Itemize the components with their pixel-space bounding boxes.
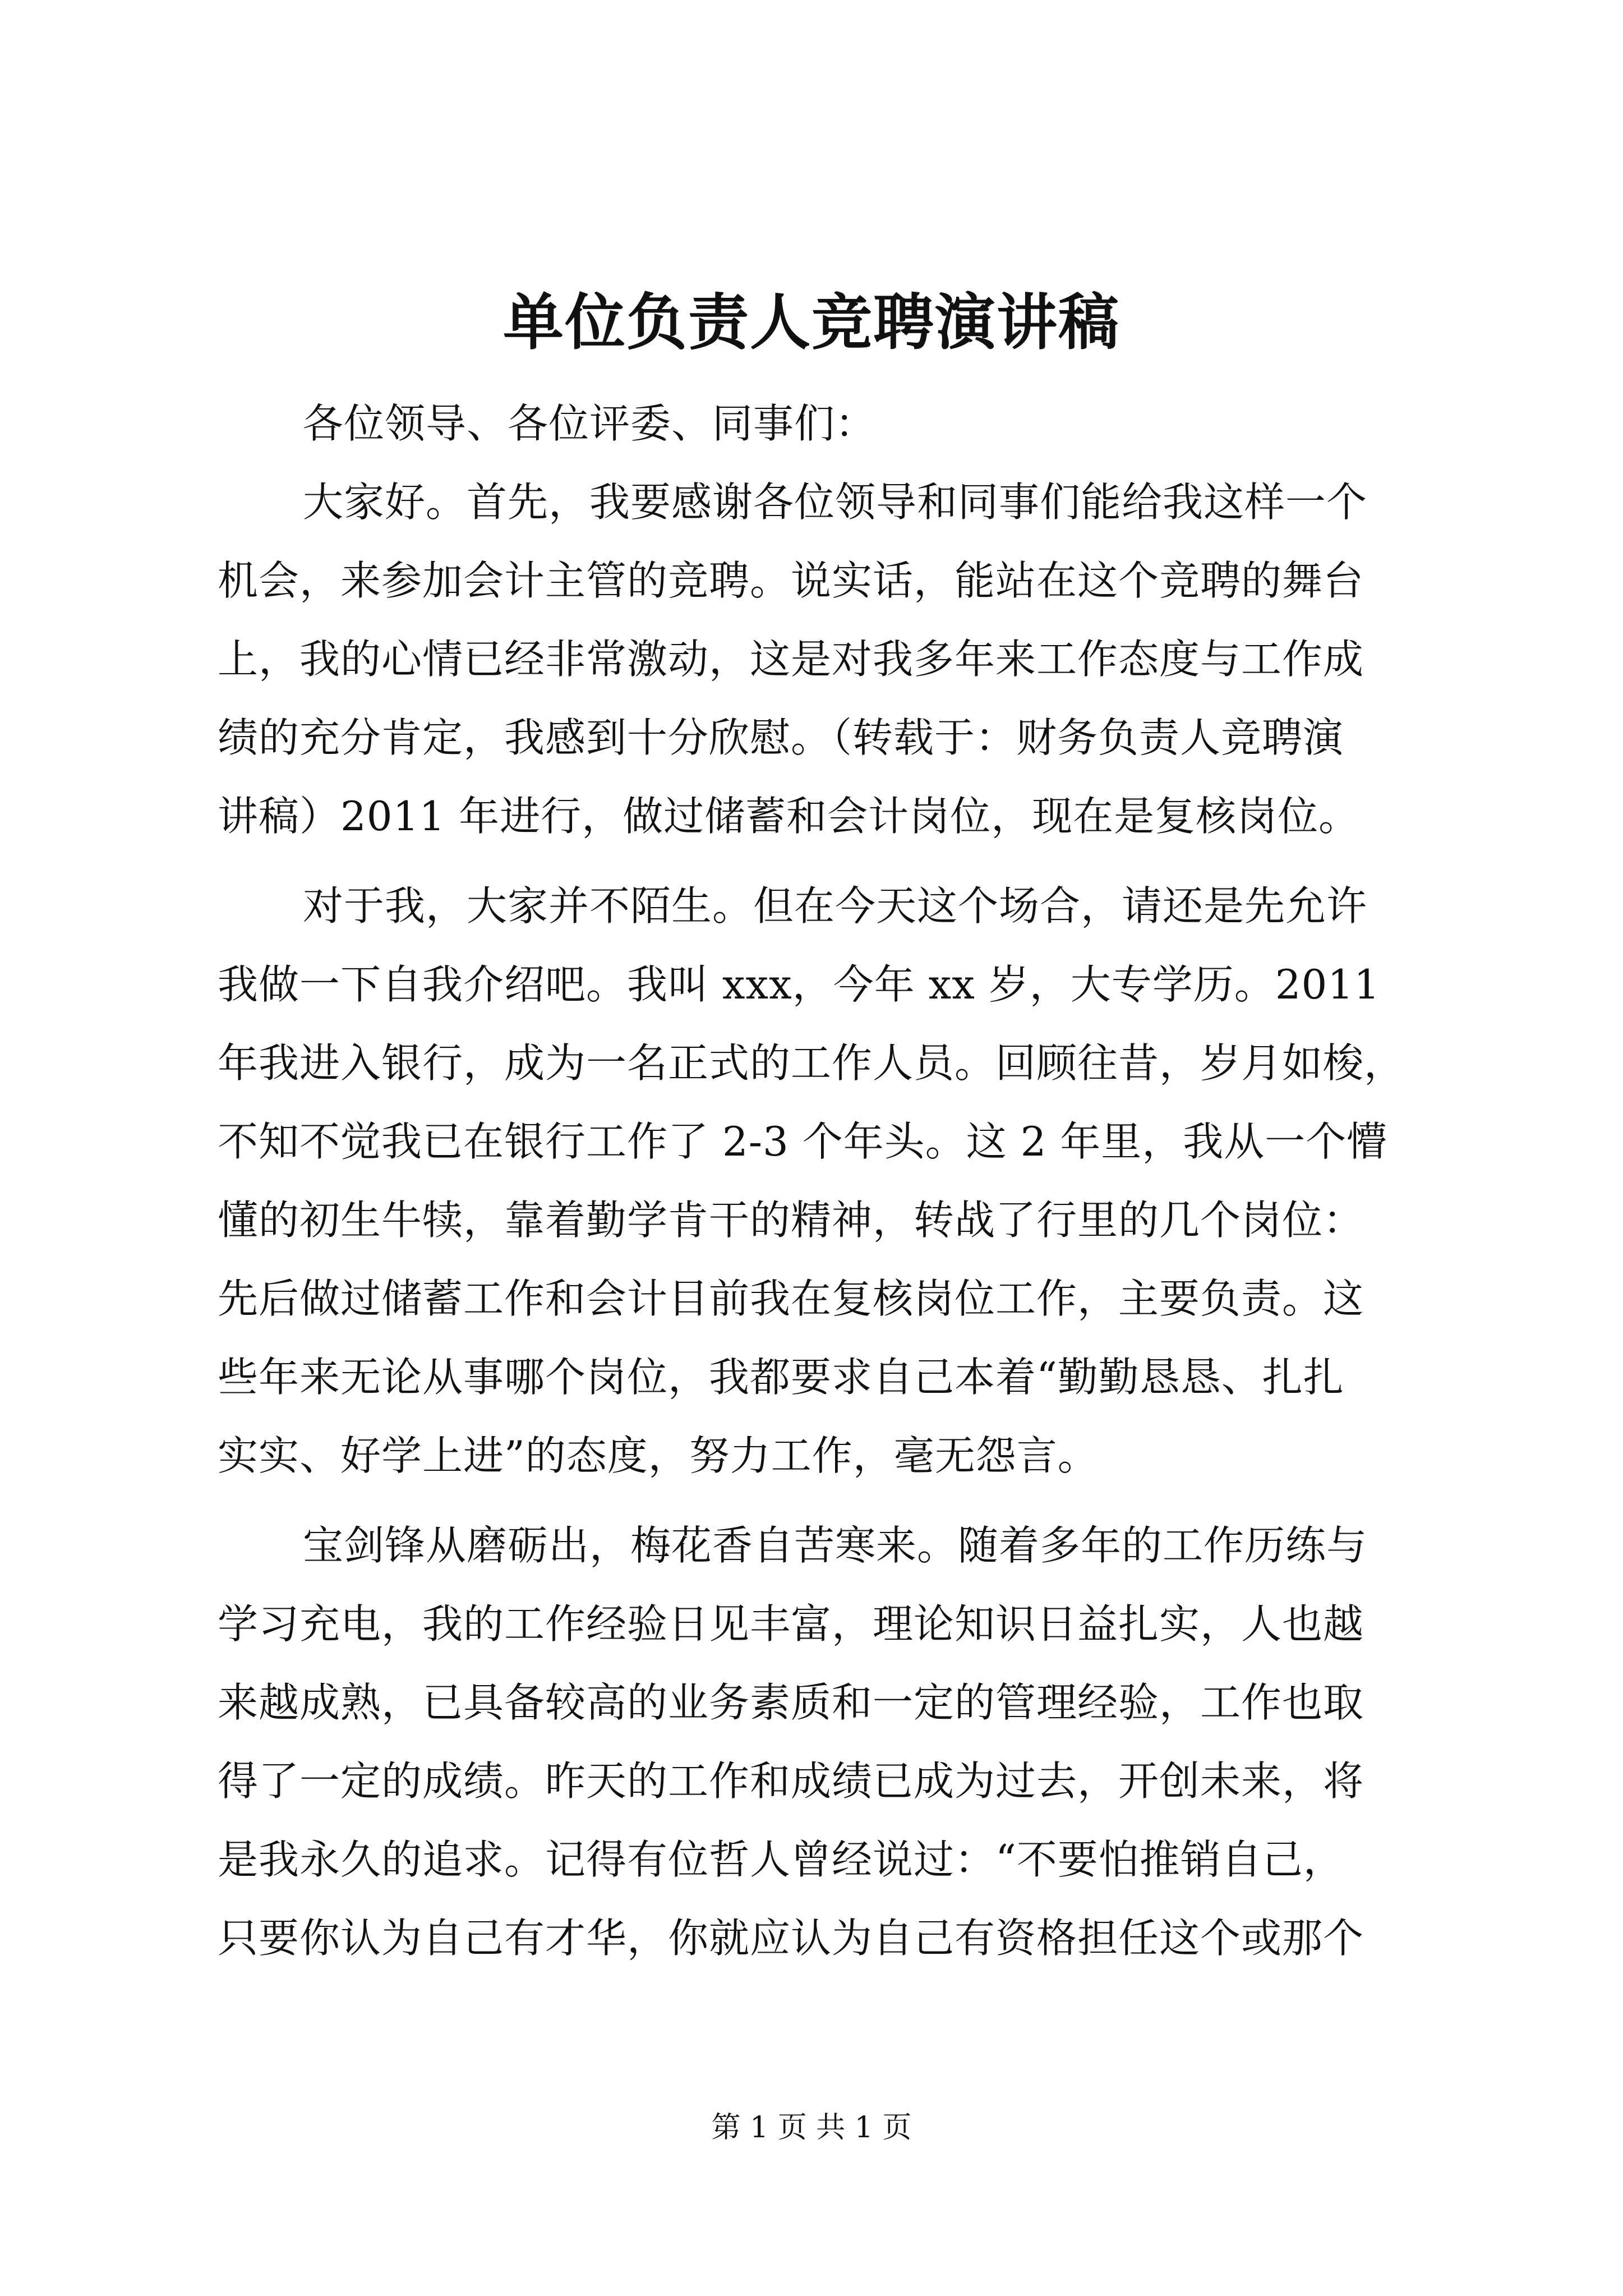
body-line: 大家好。首先，我要感谢各位领导和同事们能给我这样一个 [303,478,1368,526]
body-line: 我做一下自我介绍吧。我叫 xxx，今年 xx 岁，大专学历。2011 [218,961,1380,1008]
body-line: 实实、好学上进”的态度，努力工作，毫无怨言。 [218,1432,1099,1479]
body-line: 是我永久的追求。记得有位哲人曾经说过：“不要怕推销自己， [218,1836,1344,1883]
document-title: 单位负责人竞聘演讲稿 [502,287,1120,358]
body-line: 绩的充分肯定，我感到十分欣慰。（转载于：财务负责人竞聘演 [218,714,1344,761]
body-line: 学习充电，我的工作经验日见丰富，理论知识日益扎实，人也越 [218,1600,1364,1648]
body-line: 只要你认为自己有才华，你就应认为自己有资格担任这个或那个 [218,1915,1364,1962]
body-line: 不知不觉我已在银行工作了 2-3 个年头。这 2 年里，我从一个懵 [218,1118,1388,1165]
body-line: 宝剑锋从磨砺出，梅花香自苦寒来。随着多年的工作历练与 [303,1522,1368,1569]
body-line: 得了一定的成绩。昨天的工作和成绩已成为过去，开创未来，将 [218,1757,1364,1805]
body-line: 上，我的心情已经非常激动，这是对我多年来工作态度与工作成 [218,636,1364,683]
body-line: 讲稿）2011 年进行，做过储蓄和会计岗位，现在是复核岗位。 [218,793,1360,840]
page-footer: 第 1 页 共 1 页 [711,2111,912,2145]
body-line: 年我进入银行，成为一名正式的工作人员。回顾往昔，岁月如梭， [218,1039,1405,1087]
salutation-line: 各位领导、各位评委、同事们： [303,400,877,447]
body-line: 懂的初生牛犊，靠着勤学肯干的精神，转战了行里的几个岗位： [218,1197,1364,1244]
body-line: 对于我，大家并不陌生。但在今天这个场合，请还是先允许 [303,882,1368,930]
body-line: 些年来无论从事哪个岗位，我都要求自己本着“勤勤恳恳、扎扎 [218,1354,1344,1401]
body-line: 先后做过储蓄工作和会计目前我在复核岗位工作，主要负责。这 [218,1275,1364,1322]
body-line: 来越成熟，已具备较高的业务素质和一定的管理经验，工作也取 [218,1679,1364,1726]
body-line: 机会，来参加会计主管的竞聘。说实话，能站在这个竞聘的舞台 [218,557,1364,604]
